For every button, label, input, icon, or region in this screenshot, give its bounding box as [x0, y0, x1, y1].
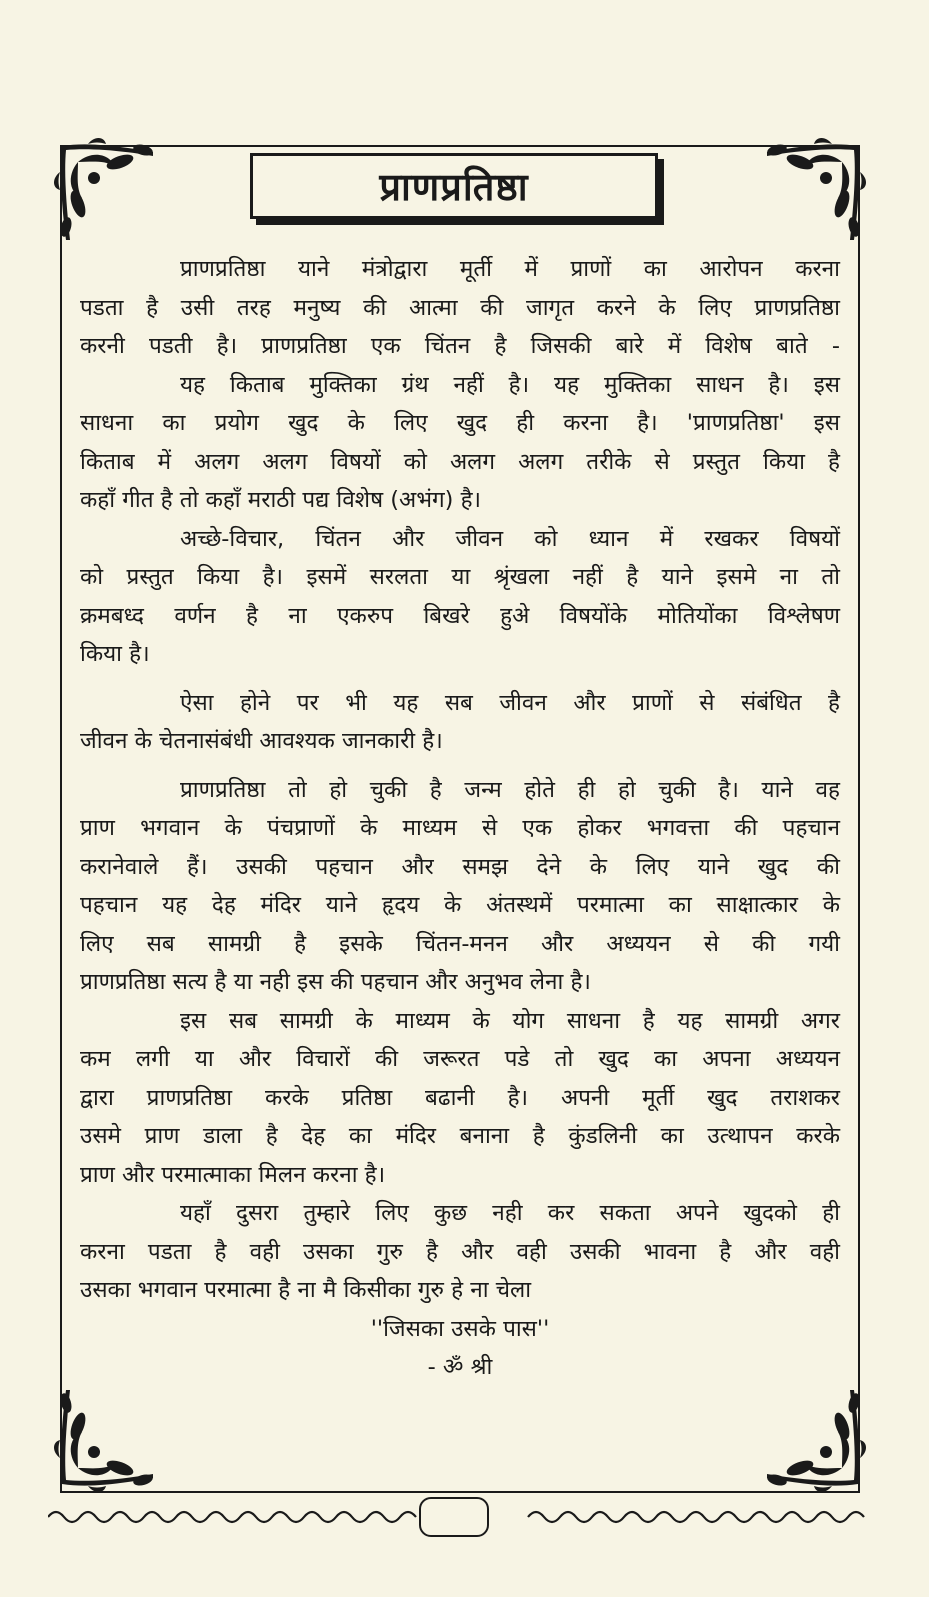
text-line: ऐसा होने पर भी यह सब जीवन और प्राणों से संबंधित है	[180, 689, 840, 716]
text-line: लिए सब सामग्री है इसके चिंतन-मनन और अध्ययन से की गयी	[80, 930, 840, 957]
text-line: अच्छे-विचार, चिंतन और जीवन को ध्यान में रखकर विषयों	[180, 525, 840, 552]
text-line: किताब में अलग अलग विषयों को अलग अलग तरीके से प्रस्तुत किया है	[80, 448, 840, 475]
text-line: द्वारा प्राणप्रतिष्ठा करके प्रतिष्ठा बढानी है। अपनी मूर्ती खुद तराशकर	[80, 1084, 840, 1111]
floral-corner-ornament-icon	[752, 1378, 872, 1498]
text-line: प्राणप्रतिष्ठा सत्य है या नही इस की पहचान और अनुभव लेना है।	[80, 969, 591, 995]
text-line: इस सब सामग्री के माध्यम के योग साधना है यह सामग्री अगर	[180, 1007, 840, 1034]
text-line: करानेवाले हैं। उसकी पहचान और समझ देने के लिए याने खुद की	[80, 853, 840, 880]
chapter-title: प्राणप्रतिष्ठा	[379, 165, 529, 209]
floral-corner-ornament-icon	[48, 132, 168, 252]
body-text	[80, 250, 840, 1387]
text-line: क्रमबध्द वर्णन है ना एकरुप बिखरे हुअे विषयोंके मोतियोंका विश्लेषण	[80, 602, 840, 629]
text-line: कम लगी या और विचारों की जरूरत पडे तो खुद का अपना अध्ययन	[80, 1046, 840, 1072]
floral-corner-ornament-icon	[48, 1378, 168, 1498]
text-line: यहाँ दुसरा तुम्हारे लिए कुछ नही कर सकता अपने खुदको ही	[180, 1200, 840, 1226]
text-line: पडता है उसी तरह मनुष्य की आत्मा की जागृत करने के लिए प्राणप्रतिष्ठा	[80, 294, 840, 321]
text-line: करनी पडती है। प्राणप्रतिष्ठा एक चिंतन है जिसकी बारे में विशेष बाते -	[80, 333, 840, 359]
text-line: करना पडता है वही उसका गुरु है और वही उसकी भावना है और वही	[80, 1238, 840, 1265]
text-line: यह किताब मुक्तिका ग्रंथ नहीं है। यह मुक्तिका साधन है। इस	[180, 371, 840, 398]
text-line: साधना का प्रयोग खुद के लिए खुद ही करना है। 'प्राणप्रतिष्ठा' इस	[80, 410, 840, 436]
text-line: प्राणप्रतिष्ठा याने मंत्रोद्वारा मूर्ती में प्राणों का आरोपन करना	[180, 256, 840, 282]
text-line: जीवन के चेतनासंबंधी आवश्यक जानकारी है।	[80, 728, 443, 754]
signature-line: - ॐ श्री	[427, 1354, 493, 1380]
text-line: किया है।	[80, 641, 150, 667]
chapter-title-box	[250, 153, 658, 219]
text-line: को प्रस्तुत किया है। इसमें सरलता या श्रृंखला नहीं है याने इसमे ना तो	[80, 564, 840, 590]
text-line: पहचान यह देह मंदिर याने हृदय के अंतस्थमें परमात्मा का साक्षात्कार के	[80, 892, 840, 918]
page-number-box	[419, 1497, 489, 1537]
text-line: प्राण भगवान के पंचप्राणों के माध्यम से एक होकर भगवत्ता की पहचान	[80, 815, 840, 841]
text-line: प्राण और परमात्माका मिलन करना है।	[80, 1161, 386, 1188]
text-line: उसका भगवान परमात्मा है ना मै किसीका गुरु हे ना चेला	[80, 1277, 532, 1303]
text-line: कहाँ गीत है तो कहाँ मराठी पद्य विशेष (अभंग) है।	[80, 487, 482, 513]
text-line: प्राणप्रतिष्ठा तो हो चुकी है जन्म होते ही हो चुकी है। याने वह	[180, 776, 840, 803]
floral-corner-ornament-icon	[752, 132, 872, 252]
text-line: उसमे प्राण डाला है देह का मंदिर बनाना है कुंडलिनी का उत्थापन करके	[80, 1123, 840, 1149]
quote-line: ''जिसका उसके पास''	[370, 1315, 550, 1342]
